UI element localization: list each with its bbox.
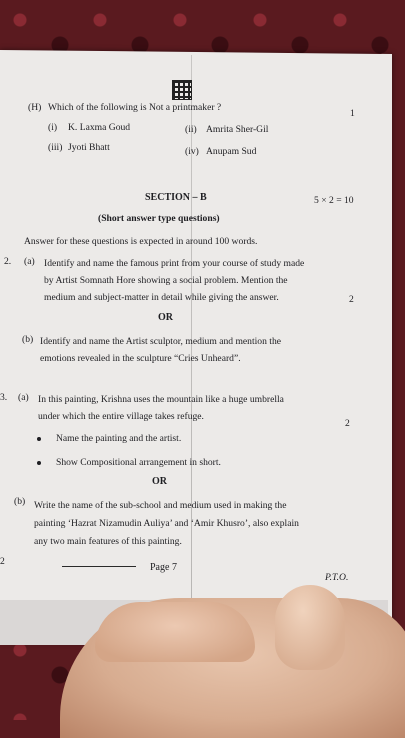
q3b-line-1: Write the name of the sub-school and medium used in making the: [34, 500, 287, 511]
q3a-bullet-2: Show Compositional arrangement in short.: [56, 457, 221, 468]
q2a-label: (a): [24, 256, 35, 267]
q3a-label: (a): [18, 392, 29, 403]
option-iv-text: Anupam Sud: [206, 146, 257, 157]
paper-fold-line: [191, 55, 192, 615]
footer-rule: [62, 566, 136, 567]
q3a-line-1: In this painting, Krishna uses the mountain like a huge umbrella: [38, 394, 284, 405]
option-iv-num: (iv): [185, 146, 199, 157]
section-marks: 5 × 2 = 10: [314, 195, 354, 206]
option-iii-text: Jyoti Bhatt: [68, 142, 110, 153]
q2b-line-2: emotions revealed in the sculpture “Cries Unheard”.: [40, 353, 241, 364]
footer-code: 2: [0, 556, 5, 567]
q3b-line-3: any two main features of this painting.: [34, 536, 182, 547]
bullet-icon: [37, 461, 41, 465]
section-instruction: Answer for these questions is expected in around 100 words.: [24, 236, 258, 247]
q3-or: OR: [152, 476, 167, 487]
qr-code-icon: [172, 80, 192, 100]
q3-marks: 2: [345, 418, 350, 429]
hand-thumb: [95, 602, 255, 662]
bullet-icon: [37, 437, 41, 441]
exam-paper: [0, 50, 392, 646]
hand-finger: [275, 585, 345, 670]
section-subtitle: (Short answer type questions): [98, 213, 220, 224]
option-iii-num: (iii): [48, 142, 63, 153]
q2b-line-1: Identify and name the Artist sculptor, medium and mention the: [40, 336, 282, 347]
option-i-text: K. Laxma Goud: [68, 122, 131, 133]
section-title: SECTION – B: [145, 192, 207, 203]
option-ii-num: (ii): [185, 124, 197, 135]
q3a-line-2: under which the entire village takes refuge.: [38, 411, 204, 422]
q3b-line-2: painting ‘Hazrat Nizamudin Auliya’ and ‘Amir Khusro’, also explain: [34, 518, 299, 529]
q2-or: OR: [158, 312, 173, 323]
footer-page-number: Page 7: [150, 562, 177, 573]
q2b-label: (b): [22, 334, 34, 345]
q2a-line-3: medium and subject-matter in detail while giving the answer.: [44, 292, 279, 303]
footer-pto: P.T.O.: [325, 572, 349, 583]
q3a-bullet-1: Name the painting and the artist.: [56, 433, 182, 444]
question-h-label: (H): [28, 102, 42, 113]
option-i-num: (i): [48, 122, 58, 133]
q2a-line-1: Identify and name the famous print from your course of study made: [44, 258, 305, 269]
question-h-text: Which of the following is Not a printmaker ?: [48, 102, 222, 113]
q2-marks: 2: [349, 294, 354, 305]
q3b-label: (b): [14, 496, 26, 507]
option-ii-text: Amrita Sher-Gil: [206, 124, 269, 135]
q2-number: 2.: [4, 256, 12, 267]
q2a-line-2: by Artist Somnath Hore showing a social problem. Mention the: [44, 275, 288, 286]
question-h-marks: 1: [350, 108, 355, 119]
q3-number: 3.: [0, 392, 8, 403]
